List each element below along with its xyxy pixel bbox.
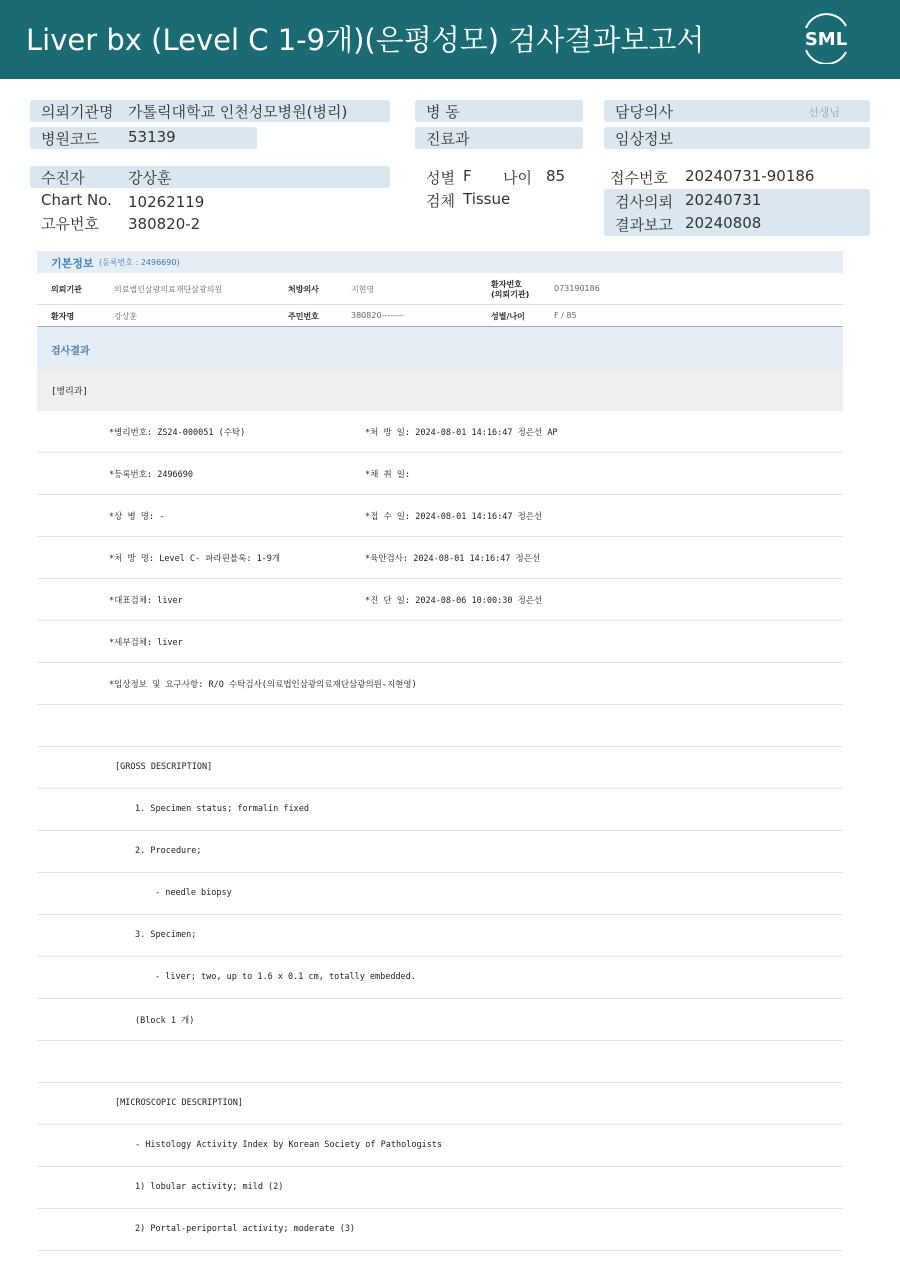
result-line-left: [GROSS DESCRIPTION] <box>115 762 213 772</box>
unique-no-value: 380820-2 <box>128 215 201 233</box>
age-label: 나이 <box>503 169 532 187</box>
result-line <box>37 999 843 1041</box>
result-line <box>37 915 843 957</box>
result-line <box>37 579 843 621</box>
sex-label: 성별 <box>426 169 455 187</box>
receipt-no-value: 20240731-90186 <box>685 167 815 185</box>
department-field <box>415 127 583 149</box>
chart-no-value: 10262119 <box>128 193 205 211</box>
result-line-left: *병리번호: ZS24-000051 (수탁) <box>109 428 246 438</box>
hospital-code-value: 53139 <box>128 128 176 146</box>
result-report-value: 20240808 <box>685 214 762 232</box>
result-line <box>37 663 843 705</box>
request-report-field <box>604 189 870 236</box>
doctor-suffix: 선생님 <box>808 106 840 119</box>
result-line <box>37 705 843 747</box>
specimen-value: Tissue <box>463 190 511 208</box>
doctor-field <box>604 100 870 122</box>
info-value: 지현영 <box>351 285 375 294</box>
basic-info-sub: (등록번호 : 2496690) <box>99 258 180 267</box>
patient-name-label: 수진자 <box>41 169 85 187</box>
info-key: (의뢰기관) <box>491 290 530 299</box>
test-request-label: 검사의뢰 <box>615 193 673 211</box>
department-label: 진료과 <box>426 130 470 148</box>
result-line-left: - needle biopsy <box>155 888 232 898</box>
ward-label: 병 동 <box>426 103 460 121</box>
result-line <box>37 747 843 789</box>
result-line <box>37 789 843 831</box>
result-line <box>37 873 843 915</box>
info-value: 380820-------- <box>351 311 405 320</box>
info-key: 성별/나이 <box>491 312 525 321</box>
basic-info-row <box>37 305 843 327</box>
result-line-right: *진 단 일: 2024-08-06 10:00:30 정은선 <box>365 596 543 606</box>
title-bar <box>0 0 900 79</box>
result-line-left: *임상정보 및 요구사항: R/O 수탁검사(의료법인삼광의료재단삼광의원-지현영) <box>109 680 417 690</box>
result-line-left: - liver; two, up to 1.6 x 0.1 cm, totally embedded. <box>155 972 416 982</box>
info-value: 073190186 <box>554 284 600 293</box>
department-row <box>37 369 843 411</box>
chart-no-label: Chart No. <box>41 191 112 209</box>
sex-value: F <box>463 167 472 185</box>
result-line-right: *육안검사: 2024-08-01 14:16:47 정은선 <box>365 554 541 564</box>
requesting-institution-field <box>30 100 390 122</box>
result-line <box>37 1167 843 1209</box>
info-key: 주민번호 <box>288 312 319 321</box>
result-line-right: *접 수 일: 2024-08-01 14:16:47 정은선 <box>365 512 543 522</box>
info-key: 의뢰기관 <box>51 285 82 294</box>
result-line <box>37 957 843 999</box>
basic-info-title: 기본정보 <box>51 257 94 270</box>
info-value: 의료법인삼광의료재단삼광의원 <box>114 285 223 294</box>
result-line <box>37 1083 843 1125</box>
unique-no-label: 고유번호 <box>41 215 99 233</box>
receipt-no-label: 접수번호 <box>610 169 668 187</box>
info-key: 처방의사 <box>288 285 319 294</box>
result-line <box>37 537 843 579</box>
hospital-code-field <box>30 127 257 149</box>
result-line-left: 2) Portal-periportal activity; moderate (3) <box>135 1224 356 1234</box>
result-line-left: *등록번호: 2496690 <box>109 470 194 480</box>
info-value: F / 85 <box>554 311 577 320</box>
result-line-left: 1) lobular activity; mild (2) <box>135 1182 284 1192</box>
result-line-left: - Histology Activity Index by Korean Society of Pathologists <box>135 1140 443 1150</box>
result-line <box>37 1209 843 1251</box>
basic-info-row <box>37 273 843 305</box>
report-title: Liver bx (Level C 1-9개)(은평성모) 검사결과보고서 <box>26 23 705 57</box>
result-line-left: 3. Specimen; <box>135 930 197 940</box>
result-report-label: 결과보고 <box>615 216 673 234</box>
result-line-left: [MICROSCOPIC DESCRIPTION] <box>115 1098 243 1108</box>
requesting-institution-value: 가톨릭대학교 인천성모병원(병리) <box>128 103 348 121</box>
result-line-left: *처 방 명: Level C- 파라핀블록: 1-9개 <box>109 554 281 564</box>
requesting-institution-label: 의뢰기관명 <box>41 103 114 121</box>
test-request-value: 20240731 <box>685 191 762 209</box>
ward-field <box>415 100 583 122</box>
results-section-title: 검사결과 <box>51 346 90 357</box>
sml-logo <box>798 12 854 64</box>
result-line-left: *대표검체: liver <box>109 596 183 606</box>
result-line-right: *채 취 일: <box>365 470 411 480</box>
hospital-code-label: 병원코드 <box>41 130 99 148</box>
result-line-left: *상 병 명: - <box>109 512 165 522</box>
result-line-right: *처 방 일: 2024-08-01 14:16:47 정은선 AP <box>365 428 558 438</box>
info-key: 환자명 <box>51 312 75 321</box>
result-line-left: (Block 1 개) <box>135 1016 195 1026</box>
info-value: 강상훈 <box>114 312 138 321</box>
result-line <box>37 831 843 873</box>
info-key: 환자번호 <box>491 280 522 289</box>
result-line-left: *세부검체: liver <box>109 638 183 648</box>
basic-info-header <box>37 251 843 273</box>
result-line <box>37 1125 843 1167</box>
department-title: [병리과] <box>51 387 88 397</box>
doctor-label: 담당의사 <box>615 103 673 121</box>
result-line <box>37 411 843 453</box>
result-line-left: 2. Procedure; <box>135 846 202 856</box>
logo-text: SML <box>804 29 848 50</box>
clinical-info-label: 임상정보 <box>615 130 673 148</box>
result-line <box>37 453 843 495</box>
specimen-label: 검체 <box>426 192 455 210</box>
age-value: 85 <box>546 167 566 185</box>
result-line <box>37 495 843 537</box>
results-section-header <box>37 326 843 369</box>
patient-name-field <box>30 166 390 188</box>
result-line <box>37 621 843 663</box>
result-line <box>37 1041 843 1083</box>
result-line-left: 1. Specimen status; formalin fixed <box>135 804 309 814</box>
patient-name-value: 강상훈 <box>128 169 172 187</box>
clinical-info-field <box>604 127 870 149</box>
